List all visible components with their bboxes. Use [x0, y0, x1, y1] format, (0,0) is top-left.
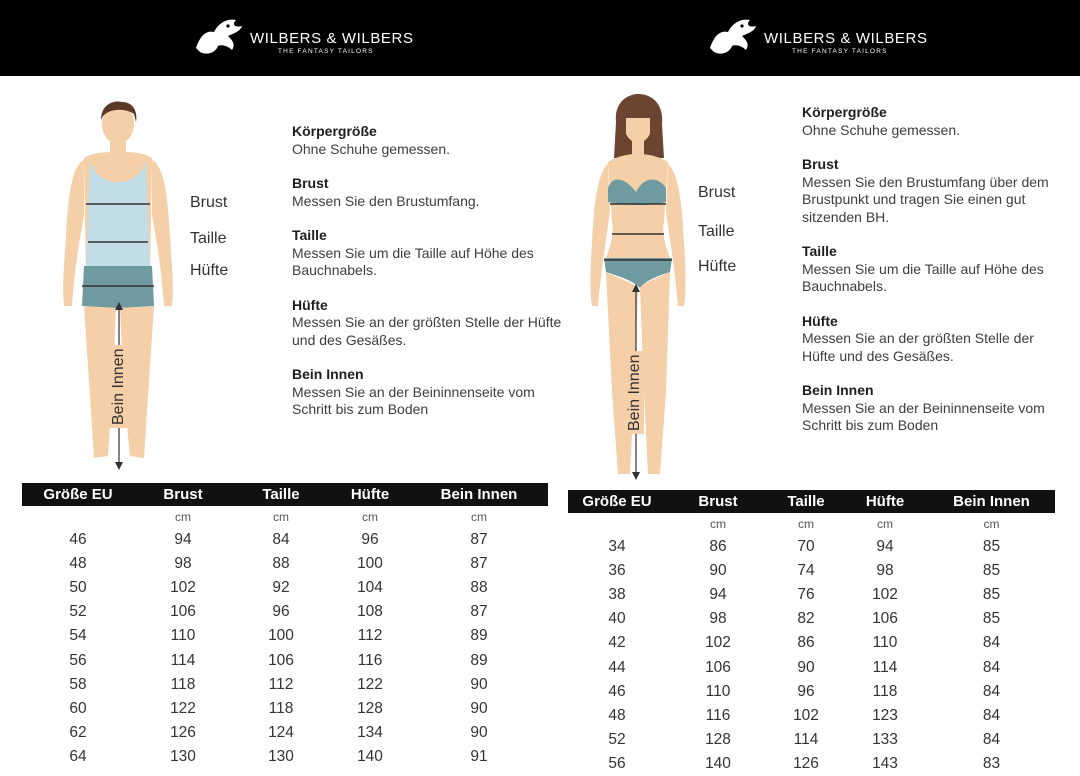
desc-chest: Brust Messen Sie den Brustumfang über dem Brustpunkt und tragen Sie einen gut sitzenden BH.: [802, 156, 1049, 225]
unit-cell: cm: [175, 510, 191, 524]
table-cell: 118: [170, 675, 196, 693]
table-cell: 134: [357, 723, 383, 741]
table-cell: 85: [982, 562, 1001, 580]
table-cell: 46: [69, 531, 87, 549]
table-row: [568, 704, 1055, 728]
table-cell: 133: [872, 730, 898, 748]
table-cell: 96: [272, 603, 290, 621]
dragon-logo-icon: [706, 16, 764, 56]
table-cell: 90: [470, 699, 488, 717]
table-cell: 89: [470, 627, 488, 645]
table-cell: 85: [982, 538, 1001, 556]
male-chest-label: Brust: [190, 194, 228, 211]
table-cell: 128: [357, 699, 383, 717]
table-cell: 102: [872, 586, 898, 604]
desc-waist: Taille Messen Sie um die Taille auf Höhe des Bauchnabels.: [292, 227, 534, 278]
table-cell: 83: [982, 754, 1001, 772]
desc-inseam: Bein Innen Messen Sie an der Beininnenseite vom Schritt bis zum Boden: [802, 382, 1045, 433]
table-row: [568, 680, 1055, 704]
table-cell: 56: [69, 651, 87, 669]
table-row: [22, 576, 548, 600]
units-row: [22, 506, 548, 528]
table-row: [22, 745, 548, 769]
table-cell: 102: [705, 634, 731, 652]
table-cell: 74: [797, 562, 815, 580]
female-inseam-label: Bein Innen: [626, 351, 644, 434]
men-size-table: [22, 483, 548, 769]
table-cell: 48: [608, 706, 626, 724]
table-cell: 54: [69, 627, 87, 645]
table-cell: 86: [797, 634, 815, 652]
table-cell: 50: [69, 579, 87, 597]
column-header: Bein Innen: [410, 483, 548, 506]
table-cell: 118: [872, 682, 898, 700]
table-cell: 116: [705, 706, 731, 724]
brand-tagline: THE FANTASY TAILORS: [792, 48, 888, 55]
table-cell: 84: [272, 531, 290, 549]
table-cell: 89: [470, 651, 488, 669]
table-cell: 143: [872, 754, 898, 772]
table-cell: 88: [470, 579, 488, 597]
table-cell: 122: [170, 699, 196, 717]
unit-cell: cm: [983, 517, 1000, 531]
table-cell: 90: [709, 562, 727, 580]
table-cell: 56: [608, 754, 626, 772]
table-cell: 86: [709, 538, 727, 556]
desc-chest: Brust Messen Sie den Brustumfang.: [292, 175, 480, 209]
table-cell: 87: [470, 603, 488, 621]
table-row: [568, 583, 1055, 607]
table-cell: 84: [982, 658, 1001, 676]
table-cell: 130: [170, 747, 196, 765]
table-cell: 110: [872, 634, 898, 652]
table-row: [568, 655, 1055, 679]
unit-cell: [568, 513, 666, 535]
female-chest-label: Brust: [698, 184, 736, 201]
table-cell: 48: [69, 555, 87, 573]
table-cell: 126: [170, 723, 196, 741]
table-cell: 34: [608, 538, 626, 556]
table-row: [568, 559, 1055, 583]
table-cell: 122: [357, 675, 383, 693]
column-header: Hüfte: [842, 490, 928, 513]
table-row: [568, 728, 1055, 752]
table-cell: 123: [872, 706, 898, 724]
table-cell: 88: [272, 555, 290, 573]
column-header: Brust: [134, 483, 232, 506]
table-cell: 70: [797, 538, 815, 556]
desc-waist: Taille Messen Sie um die Taille auf Höhe des Bauchnabels.: [802, 243, 1044, 294]
unit-cell: cm: [362, 510, 378, 524]
brand-name: WILBERS & WILBERS: [764, 30, 928, 47]
male-waist-label: Taille: [190, 230, 227, 247]
table-cell: 140: [705, 754, 731, 772]
table-cell: 52: [69, 603, 87, 621]
female-hip-label: Hüfte: [698, 258, 737, 275]
desc-height: Körpergröße Ohne Schuhe gemessen.: [292, 123, 450, 157]
female-waist-label: Taille: [698, 223, 735, 240]
table-cell: 102: [170, 579, 196, 597]
table-cell: 104: [357, 579, 383, 597]
table-cell: 96: [797, 682, 815, 700]
brand-name: WILBERS & WILBERS: [250, 30, 414, 47]
table-cell: 100: [357, 555, 383, 573]
desc-height: Körpergröße Ohne Schuhe gemessen.: [802, 104, 960, 138]
table-cell: 126: [793, 754, 819, 772]
table-row: [22, 673, 548, 697]
table-row: [568, 535, 1055, 559]
desc-hip: Hüfte Messen Sie an der größten Stelle der Hüfte und des Gesäßes.: [292, 296, 562, 348]
table-row: [22, 552, 548, 576]
table-cell: 90: [797, 658, 815, 676]
table-cell: 91: [470, 747, 488, 765]
table-cell: 52: [608, 730, 626, 748]
table-cell: 114: [170, 651, 196, 669]
table-cell: 84: [982, 682, 1001, 700]
column-header: Hüfte: [330, 483, 410, 506]
table-row: [568, 607, 1055, 631]
table-cell: 110: [705, 682, 731, 700]
table-cell: 110: [170, 627, 196, 645]
table-cell: 116: [357, 651, 383, 669]
column-header: Größe EU: [568, 490, 666, 513]
table-cell: 98: [876, 562, 894, 580]
table-cell: 84: [982, 706, 1001, 724]
table-cell: 90: [470, 675, 488, 693]
male-inseam-label: Bein Innen: [110, 345, 128, 428]
header-bar: [0, 0, 1080, 76]
table-row: [22, 624, 548, 648]
column-header: Größe EU: [22, 483, 134, 506]
table-cell: 102: [793, 706, 819, 724]
unit-cell: cm: [798, 517, 814, 531]
table-cell: 106: [705, 658, 731, 676]
table-cell: 46: [608, 682, 626, 700]
table-cell: 58: [69, 675, 87, 693]
table-cell: 90: [470, 723, 488, 741]
table-cell: 85: [982, 586, 1001, 604]
female-measure-descriptions: [802, 104, 1064, 452]
unit-cell: cm: [273, 510, 289, 524]
table-cell: 124: [268, 723, 294, 741]
table-cell: 94: [709, 586, 727, 604]
table-cell: 94: [876, 538, 894, 556]
table-cell: 112: [268, 675, 294, 693]
table-cell: 100: [268, 627, 294, 645]
column-header: Taille: [770, 490, 842, 513]
table-cell: 106: [170, 603, 196, 621]
table-row: [22, 600, 548, 624]
table-row: [568, 752, 1055, 776]
table-cell: 106: [268, 651, 294, 669]
unit-cell: cm: [471, 510, 487, 524]
table-header-row: [568, 490, 1055, 513]
male-hip-label: Hüfte: [190, 262, 229, 279]
table-cell: 38: [608, 586, 626, 604]
units-row: [568, 513, 1055, 535]
dragon-logo-icon: [192, 16, 250, 56]
column-header: Taille: [232, 483, 330, 506]
table-row: [22, 648, 548, 672]
table-cell: 87: [470, 531, 488, 549]
women-size-table: [568, 490, 1055, 776]
desc-hip: Hüfte Messen Sie an der größten Stelle der Hüfte und des Gesäßes.: [802, 312, 1034, 364]
table-cell: 84: [982, 730, 1001, 748]
table-cell: 112: [357, 627, 383, 645]
table-cell: 140: [357, 747, 383, 765]
table-cell: 40: [608, 610, 626, 628]
table-cell: 42: [608, 634, 626, 652]
table-cell: 130: [268, 747, 294, 765]
table-row: [22, 528, 548, 552]
table-cell: 87: [470, 555, 488, 573]
table-cell: 96: [361, 531, 379, 549]
table-cell: 106: [872, 610, 898, 628]
table-cell: 76: [797, 586, 815, 604]
table-cell: 44: [608, 658, 626, 676]
table-cell: 84: [982, 634, 1001, 652]
table-cell: 98: [709, 610, 727, 628]
table-cell: 118: [268, 699, 294, 717]
unit-cell: cm: [877, 517, 893, 531]
table-cell: 82: [797, 610, 815, 628]
table-row: [568, 631, 1055, 655]
table-cell: 128: [705, 730, 731, 748]
column-header: Bein Innen: [928, 490, 1055, 513]
table-cell: 98: [174, 555, 192, 573]
table-cell: 114: [872, 658, 898, 676]
table-cell: 64: [69, 747, 87, 765]
unit-cell: [22, 506, 134, 528]
table-row: [22, 721, 548, 745]
table-cell: 62: [69, 723, 87, 741]
table-cell: 85: [982, 610, 1001, 628]
unit-cell: cm: [710, 517, 726, 531]
table-cell: 114: [793, 730, 819, 748]
table-cell: 60: [69, 699, 87, 717]
table-cell: 108: [357, 603, 383, 621]
table-row: [22, 697, 548, 721]
table-cell: 92: [272, 579, 290, 597]
table-cell: 94: [174, 531, 192, 549]
table-header-row: [22, 483, 548, 506]
brand-tagline: THE FANTASY TAILORS: [278, 48, 374, 55]
column-header: Brust: [666, 490, 770, 513]
male-measure-descriptions: [292, 123, 562, 436]
table-cell: 36: [608, 562, 626, 580]
desc-inseam: Bein Innen Messen Sie an der Beininnenseite vom Schritt bis zum Boden: [292, 366, 535, 417]
